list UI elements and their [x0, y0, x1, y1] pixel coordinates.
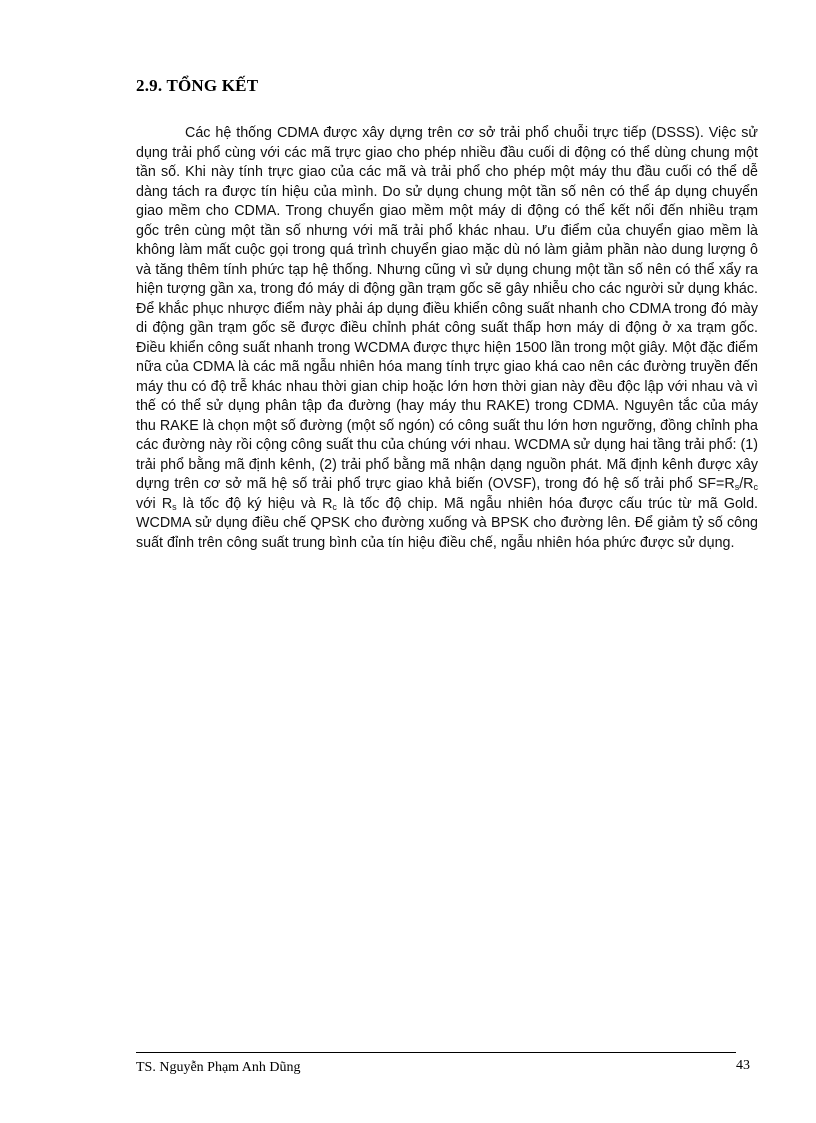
page-number: 43	[736, 1058, 750, 1073]
paragraph-text-2: /R	[739, 476, 754, 492]
subscript-c-1: c	[753, 482, 758, 492]
footer-author: TS. Nguyễn Phạm Anh Dũng	[136, 1060, 301, 1075]
paragraph-text-3: với R	[136, 495, 173, 512]
subscript-s-1: s	[734, 482, 740, 492]
subscript-s-2: s	[172, 501, 177, 512]
footer-divider	[136, 1052, 736, 1053]
paragraph-text-4: là tốc độ ký hiệu và R	[176, 495, 333, 512]
paragraph-text-1: Các hệ thống CDMA được xây dựng trên cơ sở trải phổ chuỗi trực tiếp (DSSS). Việc sử dụng trải phổ cùng với các mã trực giao cho phép nhiều đầu cuối di động có thể dùng chung một tần số. Khi này tính trực giao của các mã và trải phổ cho phép một máy thu đầu cuối có thể dễ dàng tách ra được tín hiệu của mình. Do sử dụng chung một tần số nên có thể áp dụng chuyển giao mềm cho CDMA. Trong chuyển giao mềm một máy di động có thể kết nối đến nhiều trạm gốc trên cùng một tần số nhưng với mã trải phổ khác nhau. Ưu điểm của chuyển giao mềm là không làm mất cuộc gọi trong quá trình chuyển giao mặc dù nó làm giảm phần nào dung lượng ô và tăng thêm tính phức tạp hệ thống. Nhưng cũng vì sử dụng chung một tần số nên có thể xẩy ra hiện tượng gần xa, trong đó máy di động gần trạm gốc sẽ gây nhiễu cho các người sử dụng khác. Để khắc phục nhược điểm này phải áp dụng điều khiển công suất nhanh cho CDMA trong đó mày di động gần trạm gốc sẽ được điều chỉnh phát công suất thấp hơn máy di động ở xa trạm gốc. Điều khiển công suất nhanh trong WCDMA được thực hiện 1500 lần trong một giây. Một đặc điểm nữa của CDMA là các mã ngẫu nhiên hóa mang tính trực giao khá cao nên các đường truyền đến máy thu có độ trễ khác nhau thời gian chip hoặc lớn hơn thời gian này đều độc lập với nhau và vì thế có thể sử dụng phân tập đa đường (hay máy thu RAKE) trong CDMA. Nguyên tắc của máy thu RAKE là chọn một số đường (một số ngón) có công suất thu lớn hơn ngưỡng, đồng chỉnh pha các đường này rồi cộng công suất thu của chúng với nhau. WCDMA sử dụng hai tầng trải phổ: (1) trải phổ bằng mã định kênh, (2) trải phổ bằng mã nhận dạng nguồn phát. Mã định kênh được xây dựng trên cơ sở mã hệ số trải phổ trực giao khả biến (OVSF), trong đó hệ số trải phổ SF=R	[136, 125, 758, 492]
section-heading: 2.9. TỔNG KẾT	[136, 76, 259, 95]
subscript-c-2: c	[332, 501, 337, 512]
paragraph-text-5: là tốc độ chip. Mã ngẫu nhiên hóa được cấu trúc từ mã Gold. WCDMA sử dụng điều chế QPSK cho đường xuống và BPSK cho đường lên. Để giảm tỷ số công suất đỉnh trên công suất trung bình của tín hiệu điều chế, ngẫu nhiên hóa phức được sử dụng.	[136, 495, 758, 551]
body-paragraph	[136, 124, 758, 553]
